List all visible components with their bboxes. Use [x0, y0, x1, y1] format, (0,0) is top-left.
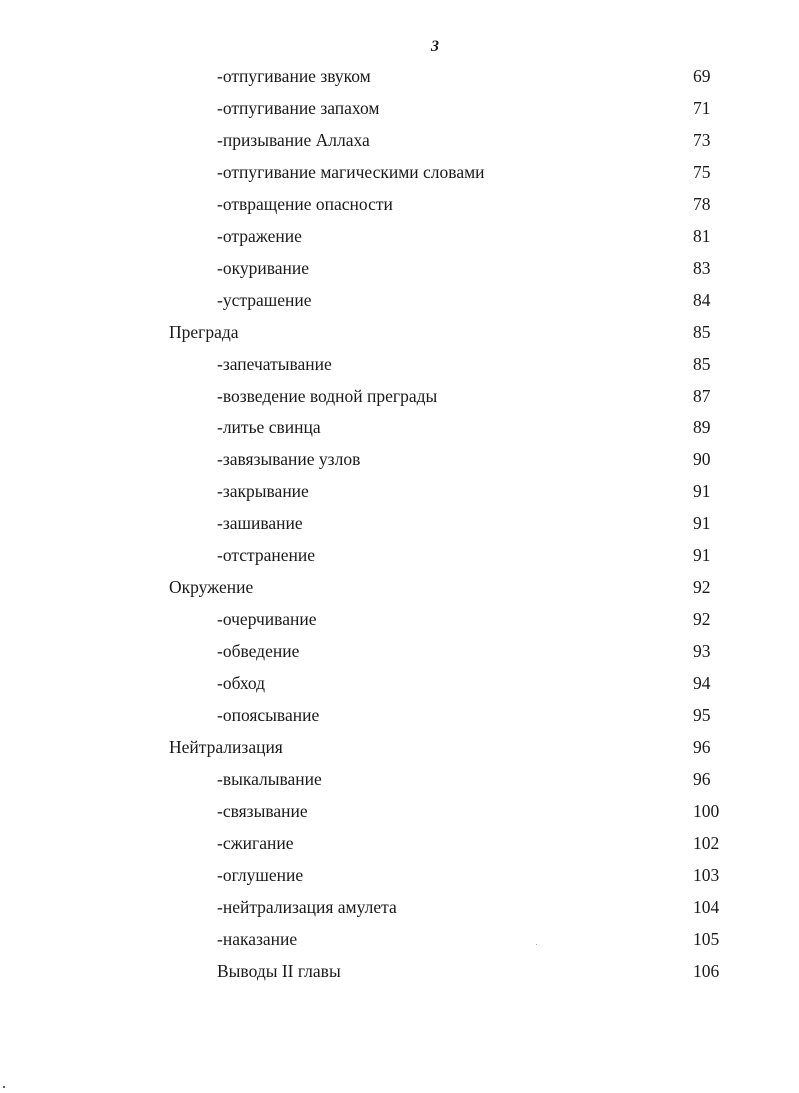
- toc-entry-page: 69: [693, 66, 711, 86]
- toc-entry-page: 73: [693, 129, 711, 150]
- toc-entry-title: -возведение водной преграды: [217, 385, 438, 406]
- toc-item: [0, 829, 799, 861]
- toc-entry-title: -зашивание: [217, 513, 303, 534]
- toc-entry-page: 84: [693, 289, 711, 310]
- toc-entry-page: 95: [693, 705, 711, 726]
- toc-item: [0, 94, 799, 126]
- toc-entry-title: -сжигание: [217, 832, 294, 853]
- toc-item: [0, 413, 799, 445]
- toc-item: [0, 509, 799, 541]
- scan-speck: [3, 1086, 5, 1088]
- toc-item: [0, 637, 799, 669]
- toc-entry-title: -нейтрализация амулета: [217, 896, 397, 917]
- toc-item: [0, 350, 799, 382]
- toc-entry-title: -очерчивание: [217, 609, 317, 630]
- toc-item: [0, 286, 799, 318]
- toc-section: [0, 318, 799, 350]
- toc-entry-title: -оглушение: [217, 864, 304, 885]
- toc-item: [0, 222, 799, 254]
- toc-item: [0, 925, 799, 957]
- toc-entry-page: 91: [693, 481, 711, 502]
- toc-entry-title: -запечатывание: [217, 353, 332, 374]
- toc-entry-title: Выводы II главы: [217, 960, 341, 981]
- toc-entry-page: 91: [693, 513, 711, 534]
- toc-item: [0, 701, 799, 733]
- toc-item: [0, 797, 799, 829]
- toc-entry-page: 90: [693, 449, 711, 470]
- toc-entry-title: -отпугивание звуком: [217, 66, 371, 86]
- toc-entry-title: -призывание Аллаха: [217, 129, 370, 150]
- toc-section: [0, 573, 799, 605]
- toc-item: [0, 957, 799, 989]
- toc-entry-page: 92: [693, 577, 711, 598]
- toc-item: [0, 477, 799, 509]
- toc-item: [0, 605, 799, 637]
- toc-entry-page: 103: [693, 864, 720, 885]
- toc-entry-page: 105: [693, 928, 720, 949]
- toc-entry-page: 104: [693, 896, 720, 917]
- toc-entry-page: 75: [693, 161, 711, 182]
- toc-entry-page: 96: [693, 768, 711, 789]
- toc-entry-page: 87: [693, 385, 711, 406]
- page-number: 3: [431, 38, 439, 55]
- toc-entry-page: 83: [693, 257, 711, 278]
- toc-item: [0, 190, 799, 222]
- toc-entry-page: 85: [693, 321, 711, 342]
- toc-entry-page: 100: [693, 800, 720, 821]
- toc-entry-title: -отвращение опасности: [217, 193, 393, 214]
- toc-item: [0, 126, 799, 158]
- scan-speck: [536, 944, 537, 945]
- toc-entry-title: -устрашение: [217, 289, 312, 310]
- toc-entry-page: 96: [693, 737, 711, 758]
- toc-entry-title: -литье свинца: [217, 417, 321, 438]
- toc-entry-title: -отражение: [217, 225, 302, 246]
- toc-item: [0, 382, 799, 414]
- toc-entry-title: Преграда: [169, 321, 239, 342]
- toc-section: [0, 733, 799, 765]
- toc-entry-page: 78: [693, 193, 711, 214]
- toc-entry-title: -окуривание: [217, 257, 309, 278]
- toc-item: [0, 62, 799, 94]
- toc-item: [0, 669, 799, 701]
- toc-entry-page: 106: [693, 960, 720, 981]
- toc-entry-title: -наказание: [217, 928, 298, 949]
- toc-entry-title: -опоясывание: [217, 705, 320, 726]
- toc-entry-title: -завязывание узлов: [217, 449, 361, 470]
- toc-entry-page: 81: [693, 225, 711, 246]
- toc-item: [0, 445, 799, 477]
- toc-entry-title: Окружение: [169, 577, 254, 598]
- toc-item: [0, 765, 799, 797]
- toc-entry-title: Нейтрализация: [169, 737, 283, 758]
- toc-item: [0, 254, 799, 286]
- toc-entry-title: -отстранение: [217, 545, 315, 566]
- toc-entry-page: 93: [693, 641, 711, 662]
- toc-item: [0, 861, 799, 893]
- toc-entry-title: -отпугивание запахом: [217, 97, 380, 118]
- toc-entry-title: -связывание: [217, 800, 308, 821]
- toc-entry-page: 85: [693, 353, 711, 374]
- toc-entry-page: 91: [693, 545, 711, 566]
- toc-entry-title: -обведение: [217, 641, 300, 662]
- toc-entry-page: 94: [693, 673, 711, 694]
- toc-item: [0, 893, 799, 925]
- toc-entry-page: 92: [693, 609, 711, 630]
- toc-entry-title: -обход: [217, 673, 266, 694]
- toc-entry-page: 102: [693, 832, 720, 853]
- toc-entry-title: -закрывание: [217, 481, 309, 502]
- toc-item: [0, 541, 799, 573]
- toc-entry-page: 71: [693, 97, 711, 118]
- toc-item: [0, 158, 799, 190]
- toc-entry-title: -отпугивание магическими словами: [217, 161, 485, 182]
- toc-entry-page: 89: [693, 417, 711, 438]
- toc-entry-title: -выкалывание: [217, 768, 322, 789]
- table-of-contents: [0, 62, 799, 989]
